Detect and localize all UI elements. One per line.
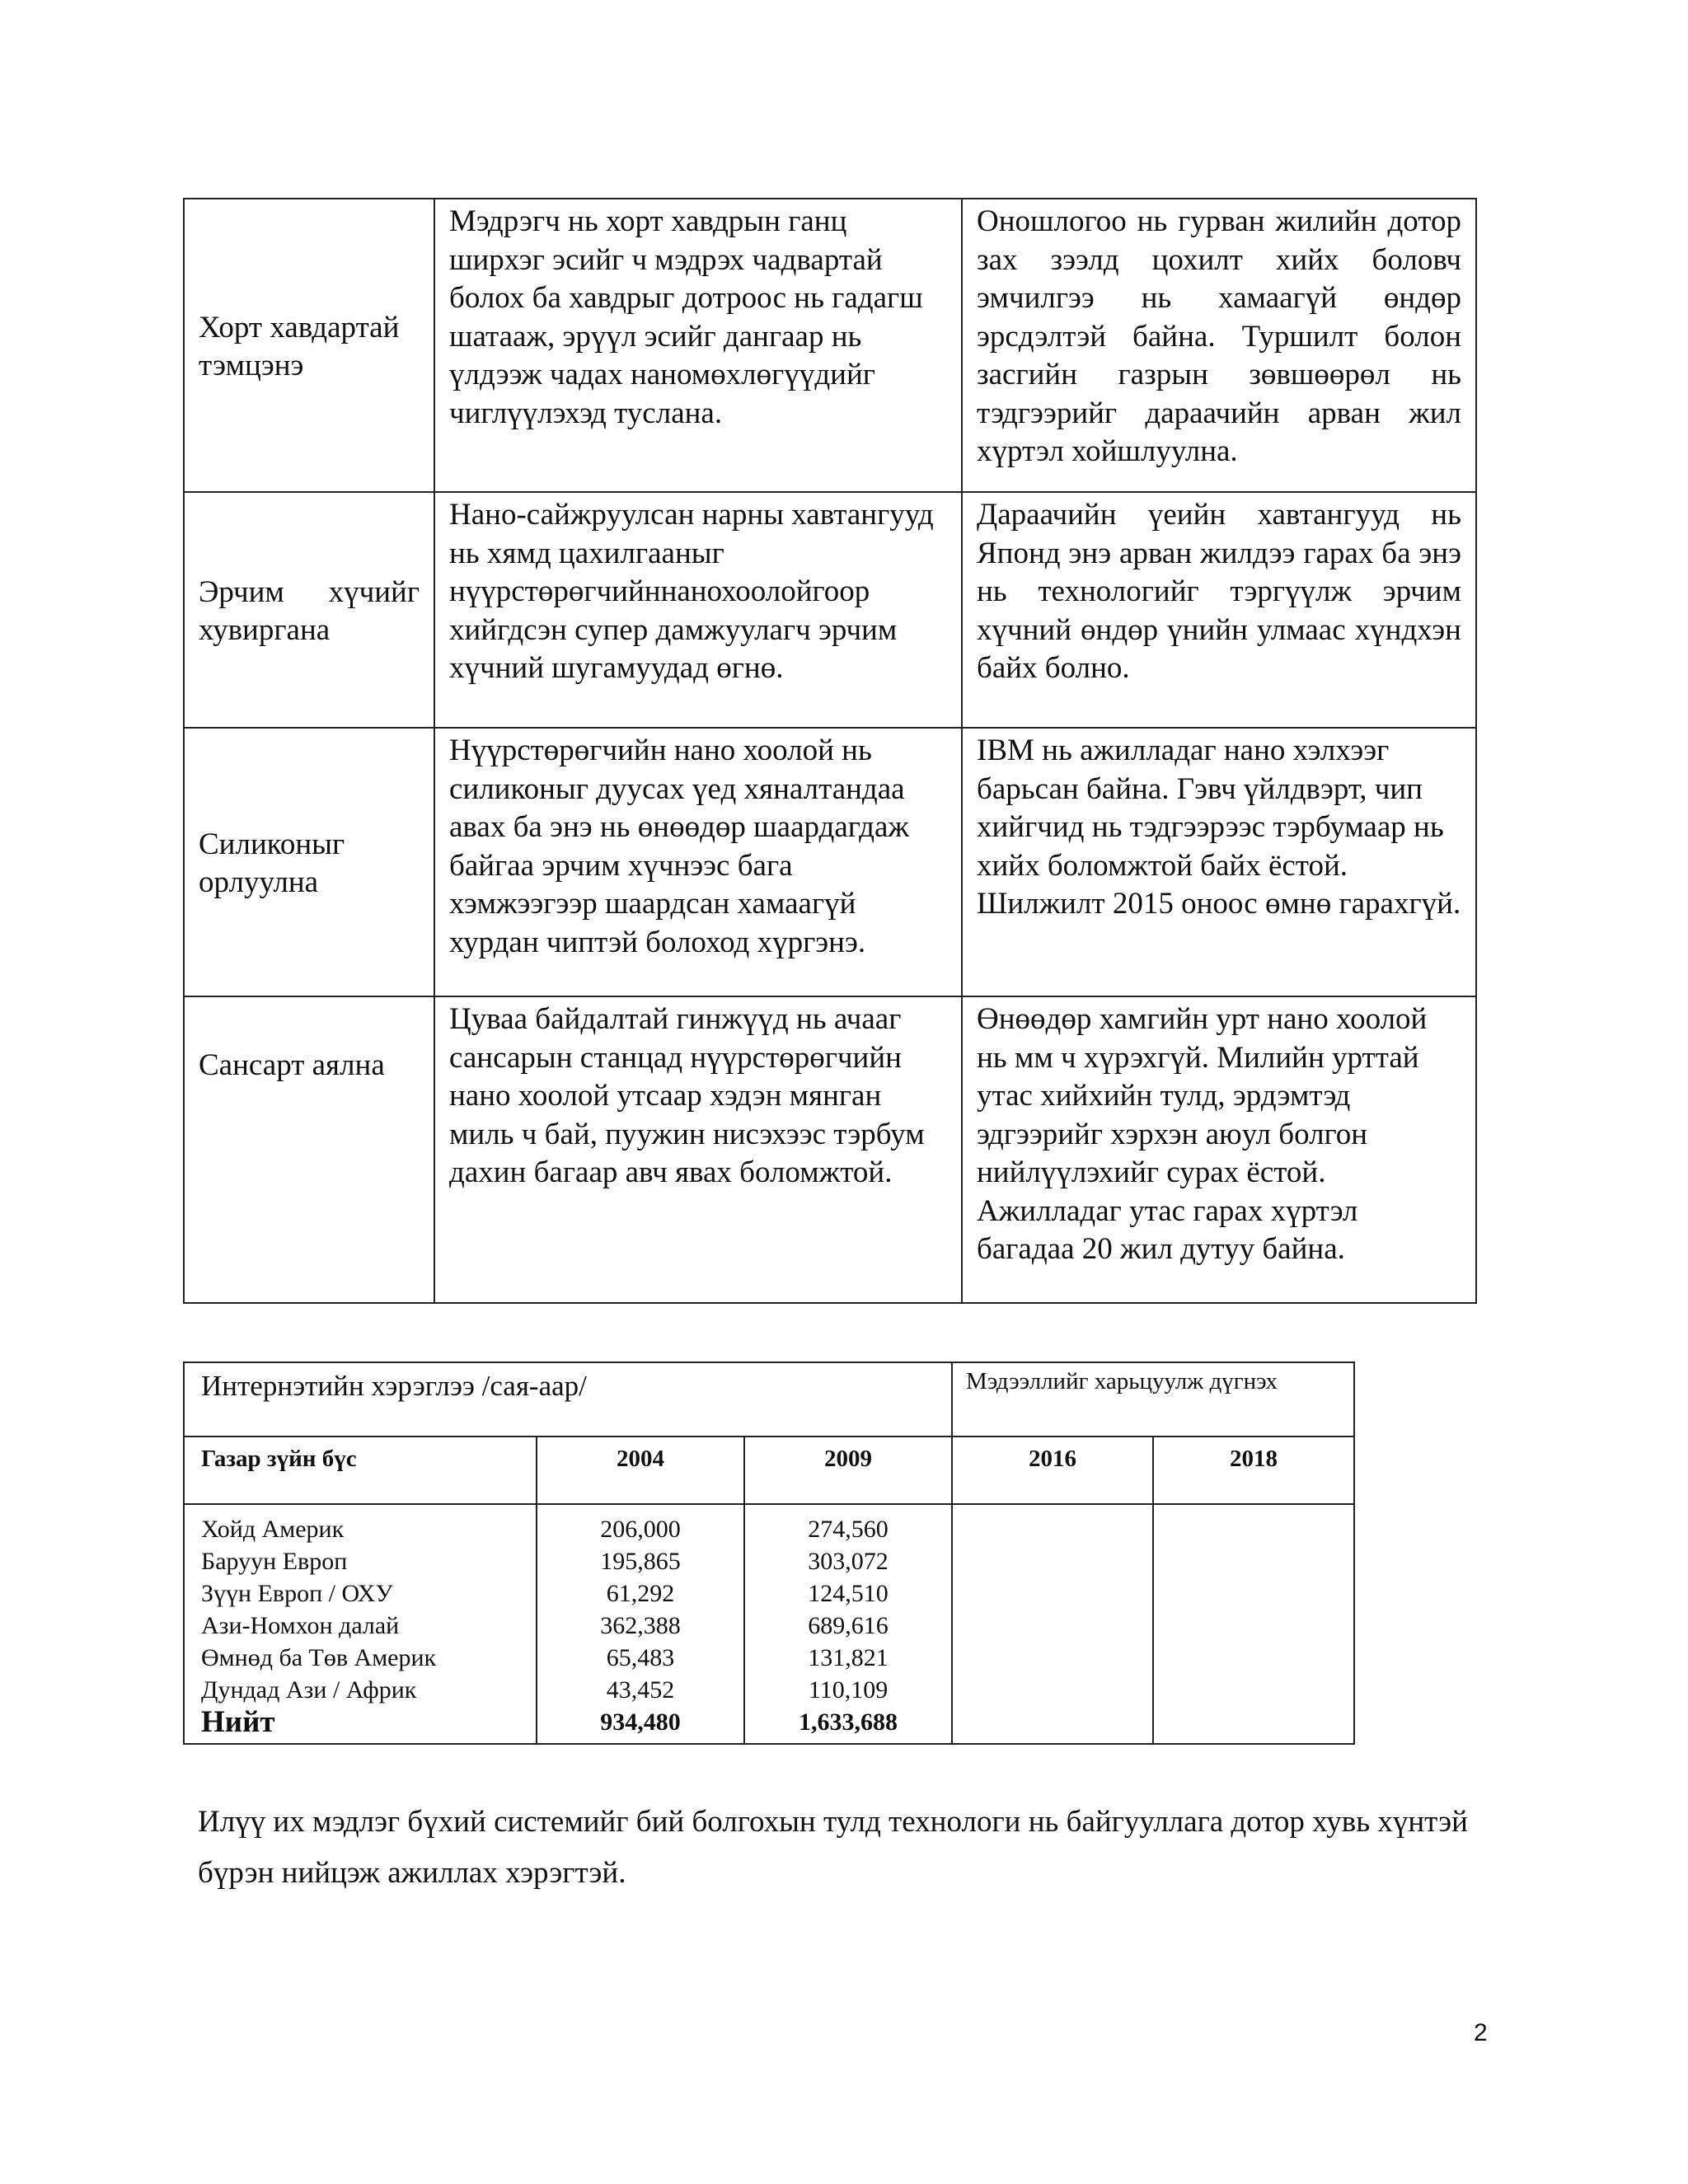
- table-row: [184, 492, 1476, 728]
- value-2009: 110,109: [808, 1676, 889, 1704]
- row-label: Сансарт аялна: [184, 996, 434, 1303]
- table-title: Интернэтийн хэрэглээ /сая-аар/: [184, 1362, 952, 1436]
- value-2009: 689,616: [808, 1612, 889, 1639]
- row-note: Оношлогоо нь гурван жилийн дотор зах зээлд цохилт хийх боловч эмчилгээ нь хамаагүй өндөр эрсдэлтэй байна. Туршилт болон засгийн газрын зөвшөөрөл нь тэдгээрийг дараачийн арван жил хүртэл хойшлуулна.: [962, 199, 1476, 492]
- row-description: Цуваа байдалтай гинжүүд нь ачааг сансарын станцад нүүрстөрөгчийн нано хоолой утсаар хэдэн мянган миль ч бай, пуужин нисэхээс тэрбум дахин багаар авч явах боломжтой.: [434, 996, 962, 1303]
- value-2004: 61,292: [606, 1580, 675, 1607]
- region-name: Ази-Номхон далай: [201, 1612, 400, 1639]
- region-name: Дундад Ази / Африк: [201, 1676, 417, 1704]
- column-header-region: Газар зүйн бүс: [184, 1436, 537, 1504]
- table-row: [184, 996, 1476, 1303]
- value-2009: 303,072: [808, 1548, 889, 1575]
- region-name: Зүүн Европ / ОХУ: [201, 1580, 393, 1607]
- value-2009: 274,560: [808, 1516, 889, 1543]
- total-label: Нийт: [201, 1705, 275, 1739]
- row-note: Дараачийн үеийн хавтангууд нь Японд энэ арван жилдээ гарах ба энэ нь технологийг тэргүүлж эрчим хүчний өндөр үнийн улмаас хүндхэн байх болно.: [962, 492, 1476, 728]
- nanotech-table: [183, 198, 1477, 1304]
- row-label: Силиконыг орлуулна: [184, 728, 434, 996]
- row-note: Өнөөдөр хамгийн урт нано хоолой нь мм ч хүрэхгүй. Милийн урттай утас хийхийн тулд, эрдэмтэд эдгээрийг хэрхэн аюул болгон нийлүүлэхийг сурах ёстой. Ажилладаг утас гарах хүртэл багадаа 20 жил дутуу байна.: [962, 996, 1476, 1303]
- row-description: Нано-сайжруулсан нарны хавтангууд нь хямд цахилгааныг нүүрстөрөгчийннанохоолойгоор хийгдсэн супер дамжуулагч эрчим хүчний шугамуудад өгнө.: [434, 492, 962, 728]
- total-2004: 934,480: [600, 1708, 681, 1736]
- column-header-2016: 2016: [952, 1436, 1153, 1504]
- row-description: Нүүрстөрөгчийн нано хоолой нь силиконыг дуусах үед хяналтандаа авах ба энэ нь өнөөдөр шаардагдаж байгаа эрчим хүчнээс бага хэмжээгээр шаардсан хамаагүй хурдан чиптэй болоход хүргэнэ.: [434, 728, 962, 996]
- value-2004: 43,452: [606, 1676, 675, 1704]
- table-row: [184, 728, 1476, 996]
- body-paragraph: Илүү их мэдлэг бүхий системийг бий болгохын тулд технологи нь байгууллага дотор хувь хүнтэй бүрэн нийцэж ажиллах хэрэгтэй.: [198, 1805, 1468, 1890]
- value-2009: 131,821: [808, 1644, 889, 1671]
- empty-2018-cell: [1153, 1504, 1354, 1744]
- column-header-2018: 2018: [1153, 1436, 1354, 1504]
- values-2004-column: [537, 1504, 744, 1744]
- empty-2016-cell: [952, 1504, 1153, 1744]
- total-2009: 1,633,688: [799, 1708, 898, 1736]
- row-description: Мэдрэгч нь хорт хавдрын ганц ширхэг эсийг ч мэдрэх чадвартай болох ба хавдрыг дотроос нь гадагш шатааж, эрүүл эсийг дангаар нь үлдээж чадах наномөхлөгүүдийг чиглүүлэхэд туслана.: [434, 199, 962, 492]
- row-label: Эрчим хүчийг хувиргана: [184, 492, 434, 728]
- page-number: 2: [1474, 2019, 1488, 2046]
- row-label: Хорт хавдартай тэмцэнэ: [184, 199, 434, 492]
- table-data-row: [184, 1504, 1354, 1744]
- table-header-row: [184, 1436, 1354, 1504]
- internet-usage-table: [183, 1361, 1355, 1745]
- value-2004: 206,000: [600, 1516, 681, 1543]
- region-name: Хойд Америк: [201, 1516, 345, 1543]
- value-2004: 65,483: [606, 1644, 675, 1671]
- region-name: Өмнөд ба Төв Америк: [201, 1644, 437, 1671]
- region-name: Баруун Европ: [201, 1548, 348, 1575]
- column-header-2009: 2009: [744, 1436, 952, 1504]
- column-header-2004: 2004: [537, 1436, 744, 1504]
- values-2009-column: [744, 1504, 952, 1744]
- region-column: [184, 1504, 537, 1744]
- value-2004: 195,865: [600, 1548, 681, 1575]
- row-note: IBM нь ажилладаг нано хэлхээг барьсан байна. Гэвч үйлдвэрт, чип хийгчид нь тэдгээрээс тэрбумаар нь хийх боломжтой байх ёстой. Шилжилт 2015 оноос өмнө гарахгүй.: [962, 728, 1476, 996]
- value-2004: 362,388: [600, 1612, 681, 1639]
- table-subtitle: Мэдээллийг харьцуулж дүгнэх: [952, 1362, 1354, 1436]
- value-2009: 124,510: [808, 1580, 889, 1607]
- table-title-row: [184, 1362, 1354, 1436]
- table-row: [184, 199, 1476, 492]
